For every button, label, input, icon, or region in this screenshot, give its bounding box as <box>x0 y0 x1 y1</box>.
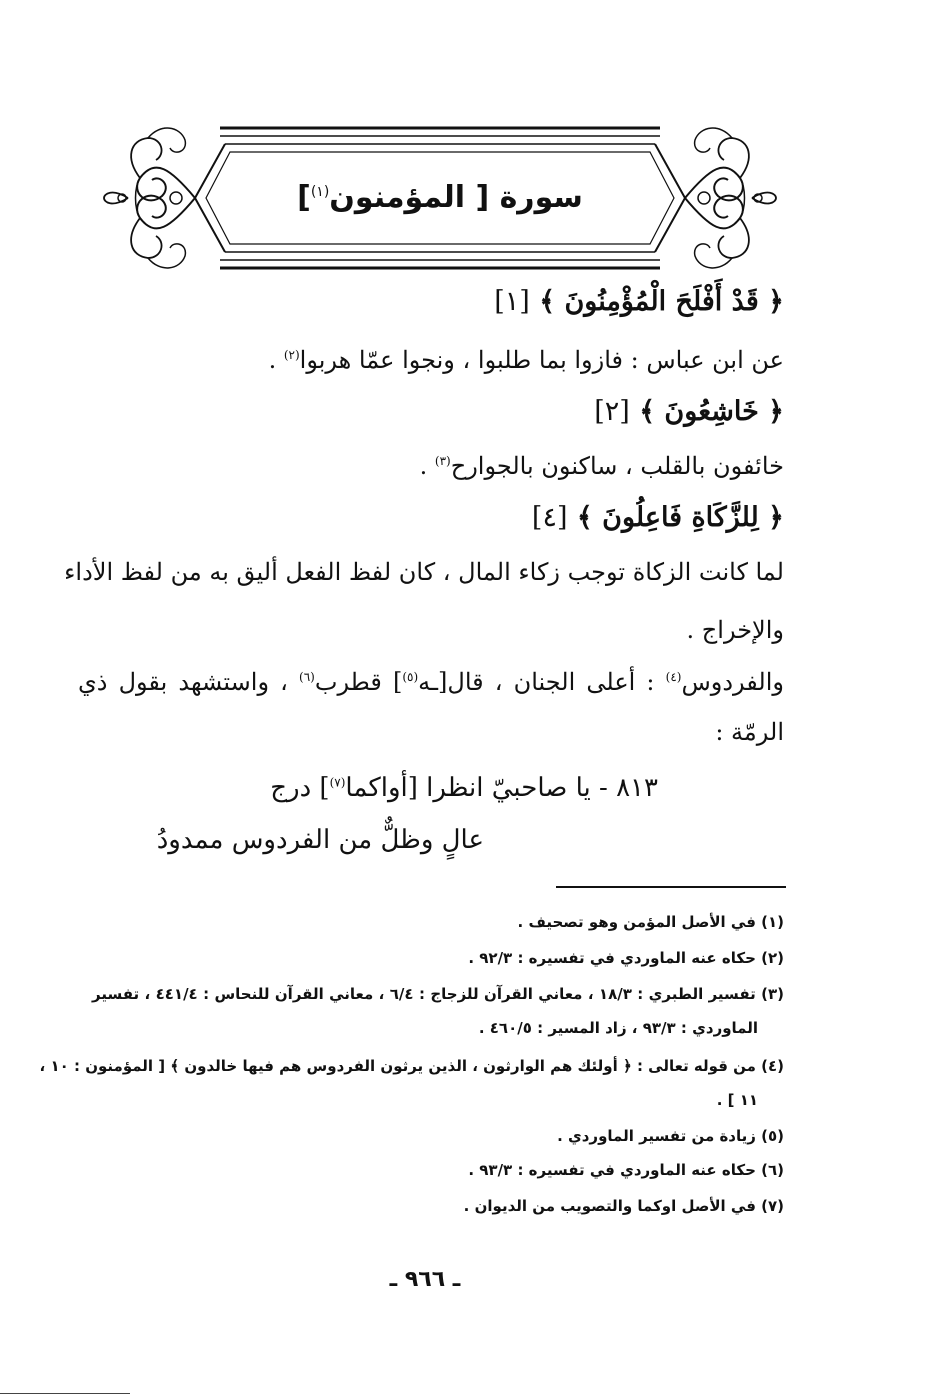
verse-2-ref: [٢] <box>594 396 630 427</box>
paragraph-3-line-1: لما كانت الزكاة توجب زكاء المال ، كان لفظ الفعل أليق به من لفظ الأداء <box>64 558 784 586</box>
footnote-ref-7: (٧) <box>329 775 346 790</box>
paragraph-1-text: عن ابن عباس : فازوا بما طلبوا ، ونجوا عمّا هربوا <box>299 346 784 374</box>
paragraph-4-part-d: ، واستشهد بقول ذي <box>78 668 300 696</box>
verse-2 <box>594 392 784 432</box>
verse-1-ref: [١] <box>494 286 530 317</box>
footnote-6: (٦) حكاه عنه الماوردي في تفسيره : ٩٣/٣ . <box>468 1161 784 1179</box>
verse-4 <box>532 498 784 538</box>
poem-verse-813-line-2: عالٍ وظلٌّ من الفردوس ممدودُ <box>156 825 484 855</box>
footnote-3-line-2: الماوردي : ٩٣/٣ ، زاد المسير : ٤٦٠/٥ . <box>478 1019 758 1037</box>
verse-4-ref: [٤] <box>531 502 568 533</box>
footnote-ref-6: (٦) <box>299 670 315 684</box>
paragraph-2-text: خائفون بالقلب ، ساكنون بالجوارح <box>450 452 784 480</box>
page-number: ـ ٩٦٦ ـ <box>389 1267 461 1292</box>
scan-edge-line <box>0 1393 130 1394</box>
surah-title-footnote-ref: (١) <box>310 184 330 200</box>
footnote-ref-3: (٣) <box>434 454 451 468</box>
footnote-ref-2: (٢) <box>283 348 300 362</box>
verse-4-text: ﴿ لِلزَّكَاةِ فَاعِلُونَ ﴾ <box>576 502 784 533</box>
footnote-3-line-1: (٣) تفسير الطبري : ١٨/٣ ، معاني القرآن للزجاج : ٦/٤ ، معاني القرآن للنحاس : ٤٤١/٤ ، تفسير <box>92 985 784 1003</box>
paragraph-4-part-b: : أعلى الجنان ، قال[ـه <box>418 668 666 696</box>
footnote-4-line-1: (٤) من قوله تعالى : ﴿ أولئك هم الوارثون ، الذين يرثون الفردوس هم فيها خالدون ﴾ [ المؤمنون : ١٠ ، <box>39 1057 784 1075</box>
footnote-2: (٢) حكاه عنه الماوردي في تفسيره : ٩٢/٣ . <box>468 949 784 967</box>
verse-2-text: ﴿ خَاشِعُونَ ﴾ <box>639 396 784 427</box>
paragraph-4-part-c: ] قطرب <box>314 668 403 696</box>
footnote-ref-5: (٥) <box>402 670 419 684</box>
paragraph-4-part-a: والفردوس <box>681 668 784 696</box>
paragraph-4-line-2: الرمّة : <box>715 718 784 746</box>
footnote-5: (٥) زيادة من تفسير الماوردي . <box>557 1127 784 1145</box>
footnote-separator <box>556 886 786 888</box>
paragraph-1 <box>269 340 784 380</box>
poem-part-a: ٨١٣ - يا صاحبيّ انظرا [أواكما <box>345 773 658 803</box>
footnote-1: (١) في الأصل المؤمن وهو تصحيف . <box>517 913 784 931</box>
paragraph-4-line-1 <box>78 662 784 702</box>
surah-title-text: سورة [ المؤمنون <box>329 180 583 215</box>
surah-header-banner <box>100 118 780 278</box>
verse-1-text: ﴿ قَدْ أَفْلَحَ الْمُؤْمِنُونَ ﴾ <box>539 286 784 317</box>
paragraph-2-end: . <box>419 452 435 480</box>
footnote-ref-4: (٤) <box>665 670 682 684</box>
surah-title-close: ] <box>297 180 311 215</box>
poem-verse-813-line-1 <box>270 768 658 808</box>
paragraph-3-line-2: والإخراج . <box>686 616 784 644</box>
paragraph-1-end: . <box>268 346 284 374</box>
footnote-4-line-2: ١١ ] . <box>716 1091 758 1109</box>
surah-title <box>290 170 590 226</box>
footnote-7: (٧) في الأصل اوكما والتصويب من الديوان . <box>463 1197 784 1215</box>
verse-1 <box>494 282 784 322</box>
poem-part-b: ] درج <box>270 773 330 803</box>
paragraph-2 <box>420 446 784 486</box>
